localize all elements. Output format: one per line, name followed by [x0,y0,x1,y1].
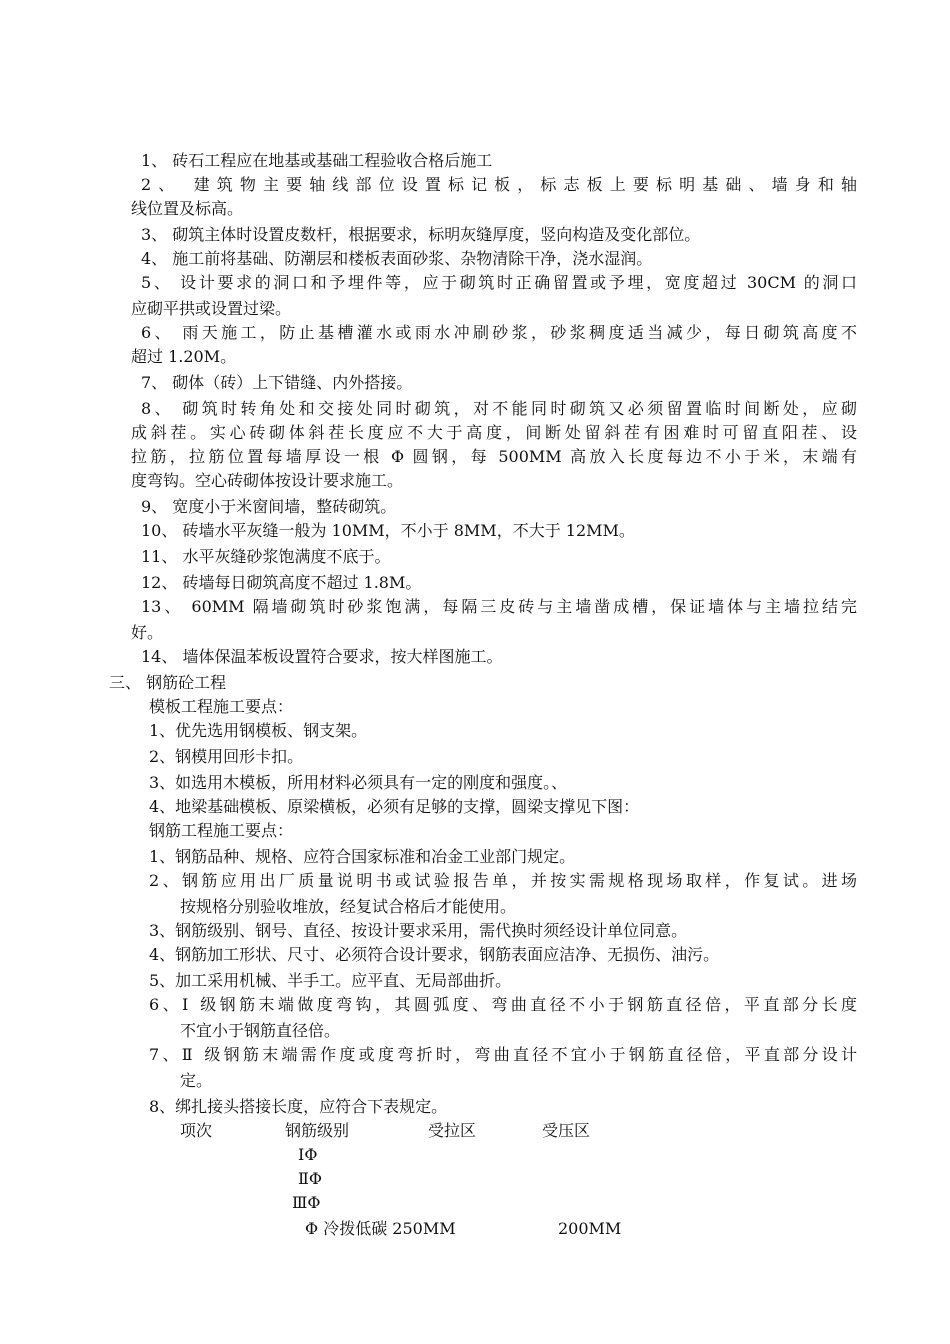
table-row-grade: Φ 冷拨低碳 250MM [305,1219,456,1238]
rebar-3: 3、钢筋级别、钢号、直径、按设计要求采用，需代换时须经设计单位同意。 [149,921,688,940]
item-2: 2、 建筑物主要轴线部位设置标记板，标志板上要标明基础、墙身和轴 [141,175,857,194]
rebar-1: 1、钢筋品种、规格、应符合国家标准和冶金工业部门规定。 [149,847,576,866]
table-row-compression: 200MM [558,1219,622,1238]
formwork-heading: 模板工程施工要点： [149,697,294,716]
item-5: 5、 设计要求的洞口和予埋件等，应于砌筑时正确留置或予埋，宽度超过 30CM 的洞口 [141,273,857,292]
item-9: 9、 宽度小于米窗间墙，整砖砌筑。 [141,497,397,516]
rebar-5: 5、加工采用机械、半手工。应平直、无局部曲折。 [149,971,512,990]
item-6-cont: 超过 1.20M。 [131,347,237,366]
formwork-4: 4、地梁基础模板、原梁横板，必须有足够的支撑，圆梁支撑见下图： [149,797,640,816]
item-11: 11、 水平灰缝砂浆饱满度不底于。 [141,547,391,566]
table-header-compression: 受压区 [542,1121,591,1140]
item-8-cont1: 成斜茬。实心砖砌体斜茬长度应不大于高度，间断处留斜茬有困难时可留直阳茬、设 [131,423,857,442]
formwork-2: 2、钢模用回形卡扣。 [149,747,304,766]
item-14: 14、 墙体保温苯板设置符合要求，按大样图施工。 [141,647,503,666]
item-5-cont: 应砌平拱或设置过梁。 [131,299,292,318]
item-6: 6、 雨天施工，防止基槽灌水或雨水冲刷砂浆，砂浆稠度适当减少，每日砌筑高度不 [141,323,857,342]
table-row-grade: ⅢΦ [292,1193,321,1212]
item-8-cont2: 拉筋，拉筋位置每墙厚设一根 Φ 圆钢，每 500MM 高放入长度每边不小于米，末端有 [131,447,857,466]
rebar-8: 8、绑扎接头搭接长度，应符合下表规定。 [149,1097,448,1116]
item-7: 7、 砌体（砖）上下错缝、内外搭接。 [141,373,413,392]
item-8-cont3: 度弯钩。空心砖砌体按设计要求施工。 [131,471,404,490]
item-3: 3、 砌筑主体时设置皮数杆，根据要求，标明灰缝厚度，竖向构造及变化部位。 [141,225,701,244]
item-1: 1、 砖石工程应在地基或基础工程验收合格后施工 [141,151,493,170]
rebar-2-cont: 按规格分别验收堆放，经复试合格后才能使用。 [180,897,517,916]
table-row-grade: ⅡΦ [298,1169,322,1188]
item-2-cont: 线位置及标高。 [131,199,244,218]
item-13: 13、 60MM 隔墙砌筑时砂浆饱满，每隔三皮砖与主墙凿成槽，保证墙体与主墙拉结完 [141,597,857,616]
item-13-cont: 好。 [131,623,164,642]
item-4: 4、 施工前将基础、防潮层和楼板表面砂浆、杂物清除干净，浇水湿润。 [141,249,653,268]
formwork-1: 1、优先选用钢模板、钢支架。 [149,721,368,740]
table-header-tension: 受拉区 [428,1121,477,1140]
rebar-4: 4、钢筋加工形状、尺寸、必须符合设计要求，钢筋表面应洁净、无损伤、油污。 [149,945,720,964]
rebar-6-cont: 不宜小于钢筋直径倍。 [180,1021,341,1040]
section-heading: 三、 钢筋砼工程 [109,673,227,692]
item-10: 10、 砖墙水平灰缝一般为 10MM，不小于 8MM，不大于 12MM。 [141,521,635,540]
table-header-item: 项次 [180,1121,213,1140]
rebar-heading: 钢筋工程施工要点： [149,821,294,840]
rebar-6: 6、Ⅰ 级钢筋末端做度弯钩，其圆弧度、弯曲直径不小于钢筋直径倍，平直部分长度 [149,995,857,1014]
rebar-7-cont: 定。 [180,1071,213,1090]
rebar-7: 7、Ⅱ 级钢筋末端需作度或度弯折时，弯曲直径不宜小于钢筋直径倍，平直部分设计 [149,1045,857,1064]
table-row-grade: ⅠΦ [298,1145,318,1164]
item-12: 12、 砖墙每日砌筑高度不超过 1.8M。 [141,573,422,592]
rebar-2: 2、钢筋应用出厂质量说明书或试验报告单，并按实需规格现场取样，作复试。进场 [149,871,857,890]
table-header-grade: 钢筋级别 [285,1121,350,1140]
item-8: 8、 砌筑时转角处和交接处同时砌筑，对不能同时砌筑又必须留置临时间断处，应砌 [141,399,857,418]
formwork-3: 3、如选用木模板，所用材料必须具有一定的刚度和强度。、 [149,773,568,792]
